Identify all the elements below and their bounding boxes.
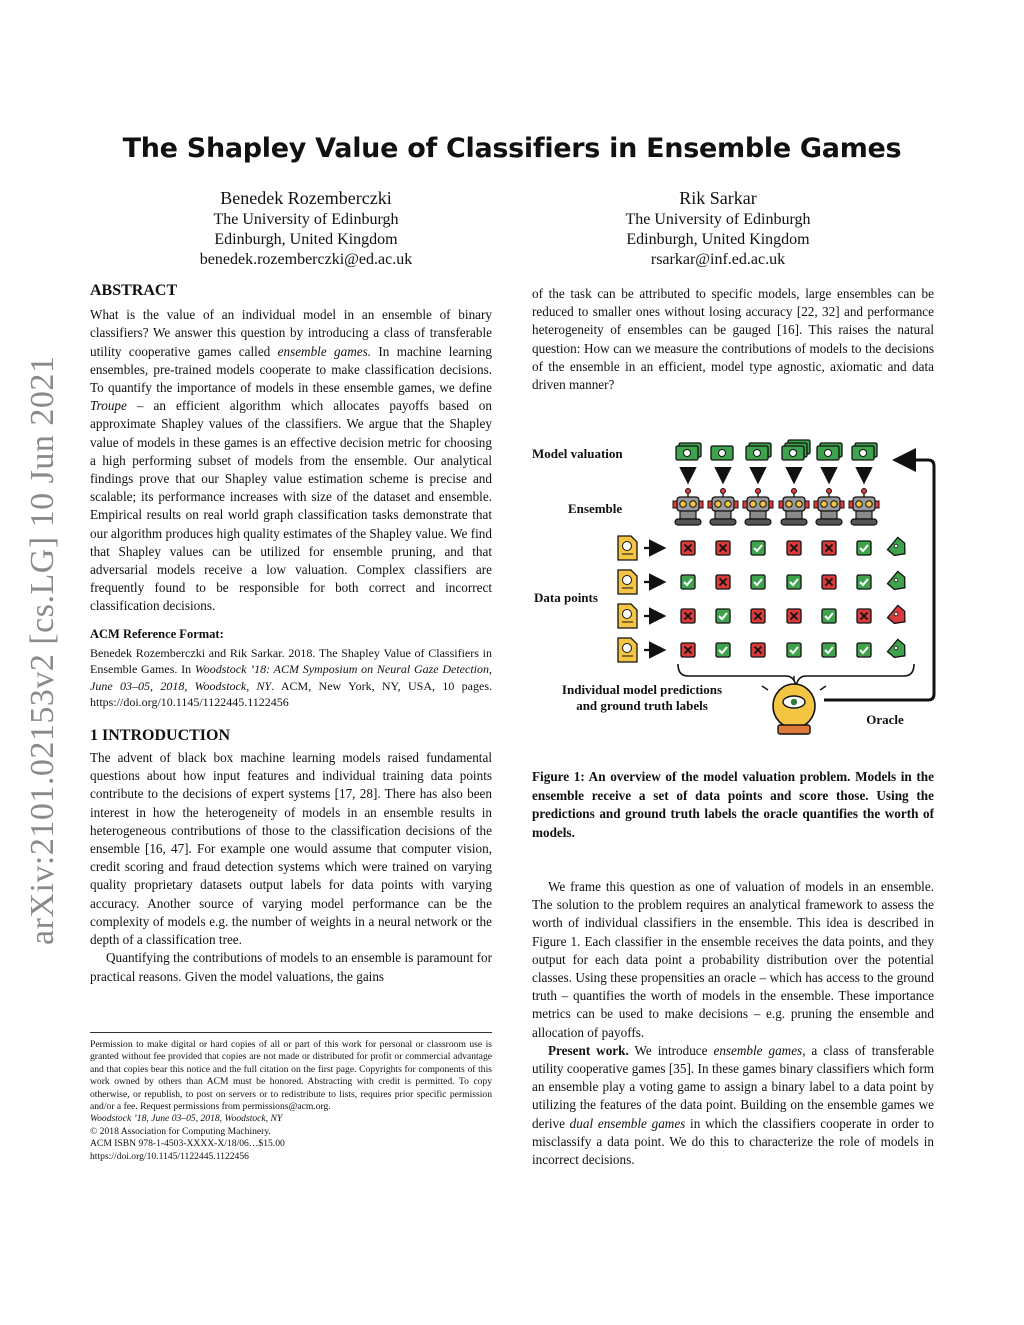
acm-reference-heading: ACM Reference Format: bbox=[90, 626, 224, 641]
checkmark-icon bbox=[716, 643, 730, 657]
money-stack-icon bbox=[817, 443, 842, 460]
right-paragraph-continued: of the task can be attributed to specific models, large ensembles can be reduced to smaller ones without losing accuracy [22, 32] and performance heterogeneity of ensembles can be gauged [16]. This raises the natural question: How can we measure the contributions of models to the decisions of the ensemble in an efficient, model type agnostic, axiomatic and data driven manner? bbox=[532, 286, 934, 393]
cross-icon bbox=[751, 643, 765, 657]
robot-model-icon bbox=[673, 489, 703, 526]
right-column-top bbox=[532, 285, 934, 394]
cross-icon bbox=[681, 643, 695, 657]
checkmark-icon bbox=[822, 643, 836, 657]
robot-model-icon bbox=[849, 489, 879, 526]
cross-icon bbox=[787, 541, 801, 555]
left-column bbox=[90, 282, 492, 986]
ground-truth-tag-icon bbox=[887, 605, 910, 628]
footnote-block bbox=[90, 1032, 492, 1163]
checkmark-icon bbox=[787, 643, 801, 657]
cross-icon bbox=[822, 575, 836, 589]
right-paragraph-2: Present work. We introduce ensemble games, a class of transferable utility cooperative games [35]. In these games binary classifiers which form an ensemble play a voting game to assign a binary label to a data point by utilizing the features of the data point. Building on the ensemble games we derive dual ensemble games in which the classifiers cooperate in order to misclassify a data point. We do this to characterize the role of models in incorrect decisions. bbox=[532, 1042, 934, 1168]
ground-truth-tag-icon bbox=[887, 639, 910, 662]
author-name: Benedek Rozemberczki bbox=[220, 188, 392, 208]
cross-icon bbox=[751, 609, 765, 623]
doi-line: https://doi.org/10.1145/1122445.1122456 bbox=[90, 1150, 249, 1162]
money-stack-icon bbox=[676, 443, 701, 460]
label-predictions: Individual model predictions and ground truth labels bbox=[561, 682, 723, 713]
cross-icon bbox=[857, 609, 871, 623]
cross-icon bbox=[787, 609, 801, 623]
checkmark-icon bbox=[787, 575, 801, 589]
abstract-heading: ABSTRACT bbox=[90, 282, 178, 299]
figure-1 bbox=[528, 438, 948, 758]
checkmark-icon bbox=[751, 541, 765, 555]
checkmark-icon bbox=[822, 609, 836, 623]
author-email: rsarkar@inf.ed.ac.uk bbox=[650, 251, 786, 268]
label-oracle: Oracle bbox=[866, 712, 904, 727]
money-stack-icon bbox=[746, 443, 771, 460]
money-stack-icon bbox=[852, 443, 877, 460]
paper-title: The Shapley Value of Classifiers in Ensemble Games bbox=[122, 133, 902, 164]
author-block-1 bbox=[156, 186, 456, 270]
label-ensemble: Ensemble bbox=[568, 501, 623, 516]
label-model-valuation: Model valuation bbox=[532, 446, 623, 461]
copyright-line: © 2018 Association for Computing Machinery. bbox=[90, 1125, 271, 1137]
author-block-2 bbox=[568, 186, 868, 270]
cross-icon bbox=[822, 541, 836, 555]
author-name: Rik Sarkar bbox=[679, 188, 757, 208]
feedback-arrow bbox=[824, 460, 934, 700]
permission-notice: Permission to make digital or hard copies of all or part of this work for personal or classroom use is granted without fee provided that copies are not made or distributed for profit or commercial advantage and that copies bear this notice and the full citation on the first page. Copyrights for components of this work owned by others than ACM must be honored. Abstracting with credit is permitted. To copy otherwise, or republish, to post on servers or to redistribute to lists, requires prior specific permission and/or a fee. Request permissions from permissions@acm.org. bbox=[90, 1039, 492, 1113]
data-point-document-icon bbox=[618, 536, 637, 560]
right-column-body bbox=[532, 878, 934, 1169]
footnote-rule bbox=[90, 1032, 492, 1033]
cross-icon bbox=[716, 541, 730, 555]
arxiv-identifier-stamp: arXiv:2101.02153v2 [cs.LG] 10 Jun 2021 bbox=[24, 355, 61, 945]
robot-model-icon bbox=[779, 489, 809, 526]
checkmark-icon bbox=[751, 575, 765, 589]
figure-caption: Figure 1: An overview of the model valuation problem. Models in the ensemble receive a set of data points and score those. Using the predictions and ground truth labels the oracle quantifies the worth of models. bbox=[532, 769, 934, 840]
ground-truth-tag-icon bbox=[887, 571, 910, 594]
author-affiliation: The University of Edinburgh bbox=[213, 211, 399, 228]
money-stack-icon bbox=[782, 440, 810, 460]
acm-reference-text: Benedek Rozemberczki and Rik Sarkar. 2018. The Shapley Value of Classifiers in Ensemble Games. In Woodstock ’18: ACM Symposium on Neural Gaze Detection, June 03–05, 2018, Woodstock, NY. ACM, New York, NY, USA, 10 pages. https://doi.org/10.1145/1122445.1122456 bbox=[90, 645, 493, 710]
data-point-document-icon bbox=[618, 604, 637, 628]
cross-icon bbox=[681, 541, 695, 555]
author-affiliation: The University of Edinburgh bbox=[625, 211, 811, 228]
conference-info: Woodstock ’18, June 03–05, 2018, Woodstock, NY bbox=[90, 1113, 283, 1125]
introduction-heading: 1 INTRODUCTION bbox=[90, 726, 231, 744]
abstract-text: What is the value of an individual model in an ensemble of binary classifiers? We answer this question by introducing a class of transferable utility cooperative games called ensemble games. In machine learning ensembles, pre-trained models cooperate to make classification decisions. To quantify the importance of models in these ensemble games, we define Troupe – an efficient algorithm which allocates payoffs based on approximate Shapley values of the classifiers. We argue that the Shapley value of models in these games is an effective decision metric for choosing a high performing subset of models from the ensemble. Our analytical findings prove that our Shapley value estimation scheme is precise and scalable; its performance increases with size of the dataset and ensemble. Empirical results on real world graph classification tasks demonstrate that our algorithm produces high quality estimates of the Shapley value. We find that Shapley values can be utilized for ensemble pruning, and that adversarial models receive a low valuation. Complex classifiers are frequently found to be responsible for both correct and incorrect classification decisions. bbox=[90, 307, 492, 614]
intro-paragraph-1: The advent of black box machine learning models raised fundamental questions about how input features and individual training data points contribute to the decisions of expert systems [17, 28]. There has also been interest in how the heterogeneity of models in an ensemble results in heterogeneous contributions of those to the classification decisions of the ensemble [16, 47]. For example one would assume that computer vision, credit scoring and fraud detection systems which were trained on varying quality proprietary datasets output labels for data points with varying accuracy. Another source of varying model performance can be the complexity of models e.g. the number of weights in a neural network or the depth of a classification tree. bbox=[90, 750, 492, 948]
robot-model-icon bbox=[743, 489, 773, 526]
author-location: Edinburgh, United Kingdom bbox=[214, 231, 398, 248]
checkmark-icon bbox=[681, 575, 695, 589]
intro-paragraph-2: Quantifying the contributions of models to an ensemble is paramount for practical reasons. Given the model valuations, the gains bbox=[90, 950, 492, 984]
cross-icon bbox=[716, 575, 730, 589]
author-location: Edinburgh, United Kingdom bbox=[626, 231, 810, 248]
isbn-line: ACM ISBN 978-1-4503-XXXX-X/18/06…$15.00 bbox=[90, 1138, 285, 1150]
ground-truth-tag-icon bbox=[887, 537, 910, 560]
robot-model-icon bbox=[708, 489, 738, 526]
checkmark-icon bbox=[857, 643, 871, 657]
cross-icon bbox=[681, 609, 695, 623]
oracle-crystal-ball-icon bbox=[762, 676, 826, 734]
checkmark-icon bbox=[716, 609, 730, 623]
checkmark-icon bbox=[857, 541, 871, 555]
robot-model-icon bbox=[814, 489, 844, 526]
right-paragraph-1: We frame this question as one of valuation of models in an ensemble. The solution to the problem requires an analytical framework to assess the worth of individual classifiers in the ensemble. This idea is described in Figure 1. Each classifier in the ensemble receives the data points, and they output for each data point a probability distribution over the potential classes. Using these propensities an oracle – which has access to the ground truth – quantifies the worth of models in the ensemble. These importance metrics can be used to make decisions – e.g. pruning the ensemble and allocation of payoffs. bbox=[532, 879, 934, 1040]
money-stack-icon bbox=[711, 446, 733, 460]
checkmark-icon bbox=[857, 575, 871, 589]
label-data-points: Data points bbox=[534, 590, 598, 605]
data-point-document-icon bbox=[618, 638, 637, 662]
author-email: benedek.rozemberczki@ed.ac.uk bbox=[199, 251, 413, 268]
